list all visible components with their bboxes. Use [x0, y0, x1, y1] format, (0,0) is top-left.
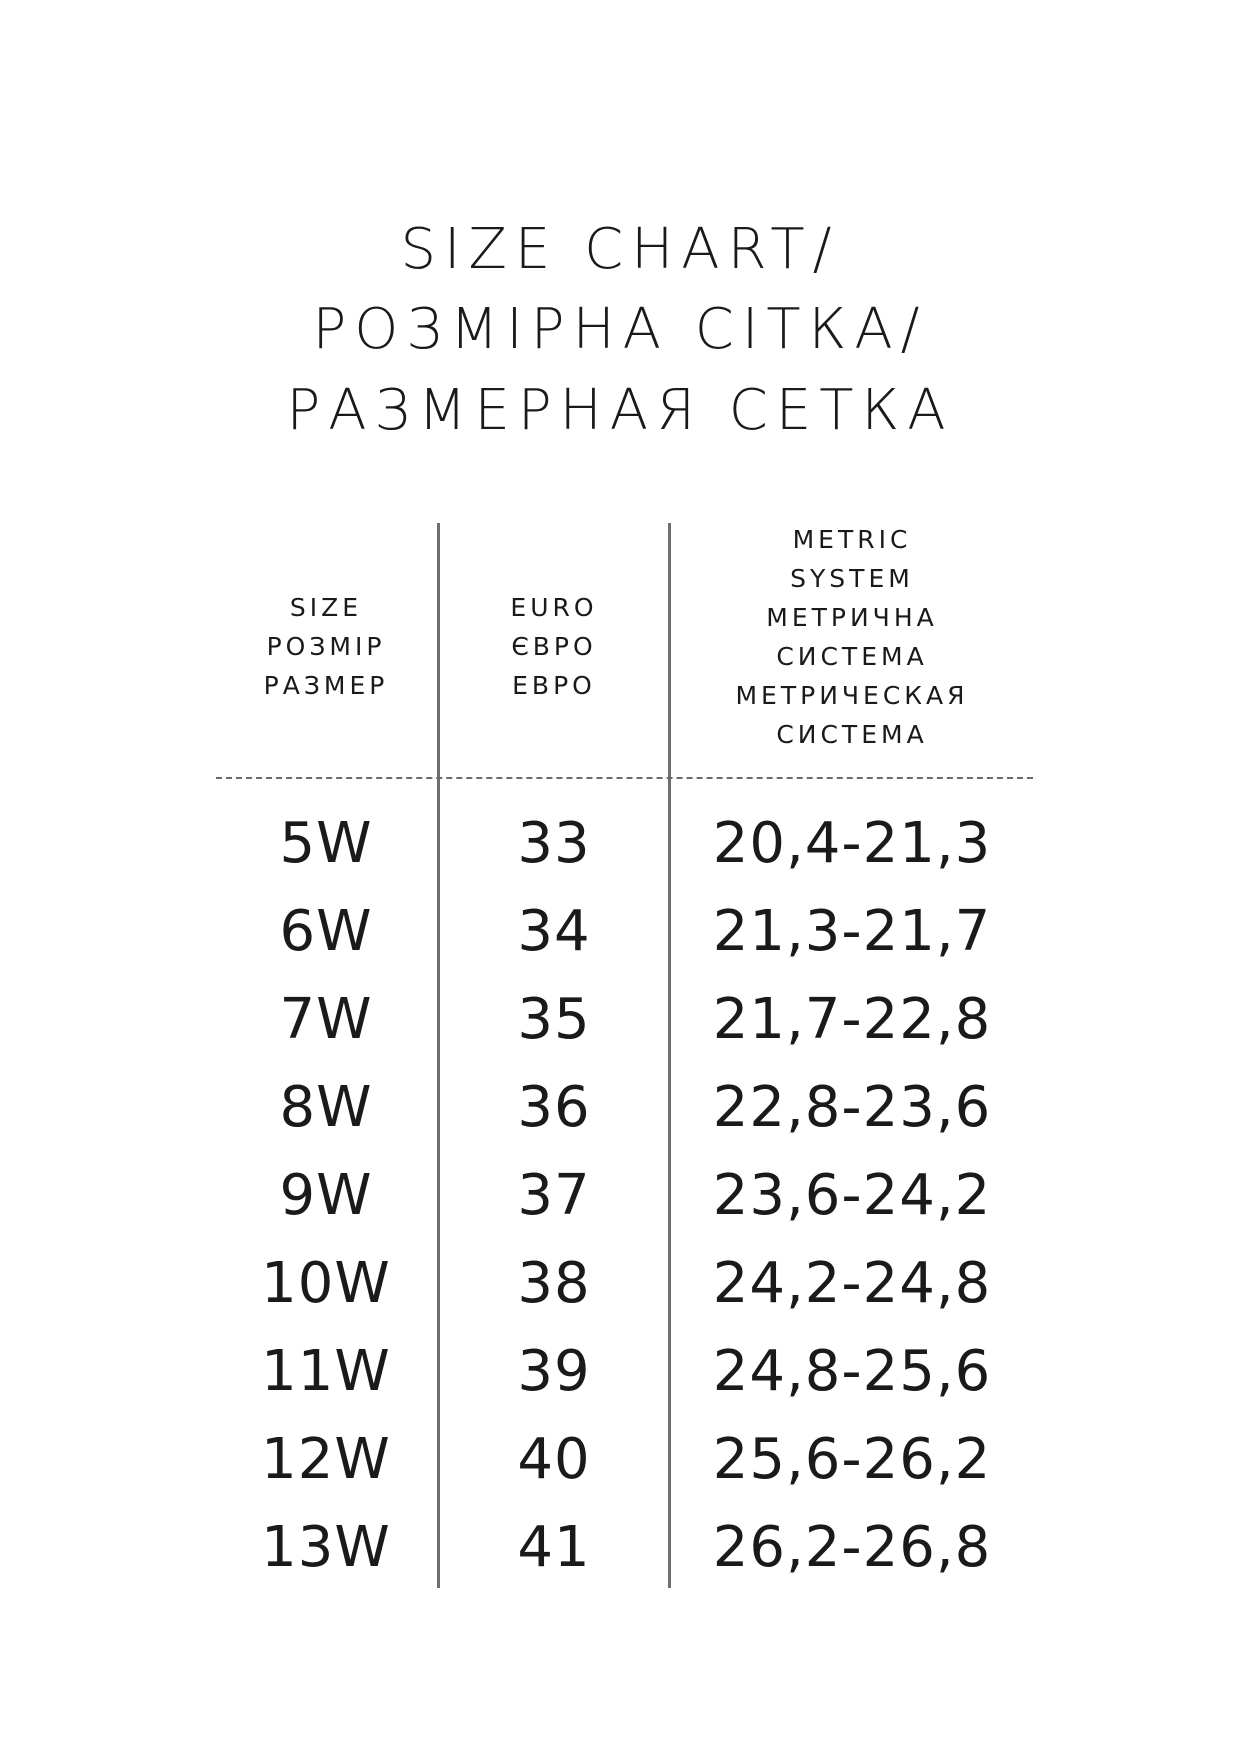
cell-euro: 36 — [517, 1075, 591, 1140]
cell-euro: 41 — [517, 1515, 591, 1580]
header-metric-line: СИСТЕМА — [776, 642, 928, 671]
cell-euro: 39 — [517, 1339, 591, 1404]
header-size-line: РАЗМЕР — [263, 671, 389, 700]
header-metric-line: METRIC — [792, 525, 912, 554]
cell-size: 13W — [261, 1515, 391, 1580]
cell-euro: 38 — [517, 1251, 591, 1316]
header-size-line: SIZE — [289, 593, 363, 622]
title-line-2: РОЗМІРНА СІТКА/ — [312, 297, 928, 362]
cell-metric: 21,7-22,8 — [712, 987, 992, 1052]
header-euro-line: EURO — [510, 593, 598, 622]
table-row — [0, 1416, 1240, 1504]
cell-size: 12W — [261, 1427, 391, 1492]
table-row — [0, 976, 1240, 1064]
table-row — [0, 1328, 1240, 1416]
table-row — [0, 1064, 1240, 1152]
cell-size: 7W — [279, 987, 373, 1052]
header-metric-line: SYSTEM — [790, 564, 914, 593]
cell-size: 6W — [279, 899, 373, 964]
header-metric-line: МЕТРИЧЕСКАЯ — [735, 681, 969, 710]
table-row — [0, 1504, 1240, 1592]
cell-euro: 40 — [517, 1427, 591, 1492]
header-euro — [440, 588, 668, 705]
header-size — [216, 588, 436, 705]
cell-metric: 23,6-24,2 — [712, 1163, 992, 1228]
header-divider — [216, 777, 1033, 779]
cell-euro: 37 — [517, 1163, 591, 1228]
title-line-3: РАЗМЕРНАЯ СЕТКА — [286, 378, 954, 443]
cell-euro: 34 — [517, 899, 591, 964]
cell-metric: 26,2-26,8 — [712, 1515, 992, 1580]
cell-metric: 22,8-23,6 — [712, 1075, 992, 1140]
cell-size: 10W — [261, 1251, 391, 1316]
cell-metric: 24,2-24,8 — [712, 1251, 992, 1316]
cell-euro: 35 — [517, 987, 591, 1052]
cell-euro: 33 — [517, 811, 591, 876]
cell-size: 8W — [279, 1075, 373, 1140]
title-line-1: SIZE CHART/ — [400, 217, 840, 282]
cell-size: 11W — [261, 1339, 391, 1404]
table-row — [0, 1152, 1240, 1240]
table-row — [0, 888, 1240, 976]
cell-size: 5W — [279, 811, 373, 876]
header-euro-line: ЄВРО — [511, 632, 597, 661]
cell-metric: 25,6-26,2 — [712, 1427, 992, 1492]
table-row — [0, 1240, 1240, 1328]
header-metric-line: СИСТЕМА — [776, 720, 928, 749]
table-body — [0, 800, 1240, 1592]
cell-metric: 21,3-21,7 — [712, 899, 992, 964]
header-euro-line: ЕВРО — [512, 671, 596, 700]
header-size-line: РОЗМІР — [266, 632, 386, 661]
header-metric — [671, 520, 1033, 754]
cell-size: 9W — [279, 1163, 373, 1228]
cell-metric: 24,8-25,6 — [712, 1339, 992, 1404]
cell-metric: 20,4-21,3 — [712, 811, 992, 876]
table-row — [0, 800, 1240, 888]
header-metric-line: МЕТРИЧНА — [766, 603, 938, 632]
